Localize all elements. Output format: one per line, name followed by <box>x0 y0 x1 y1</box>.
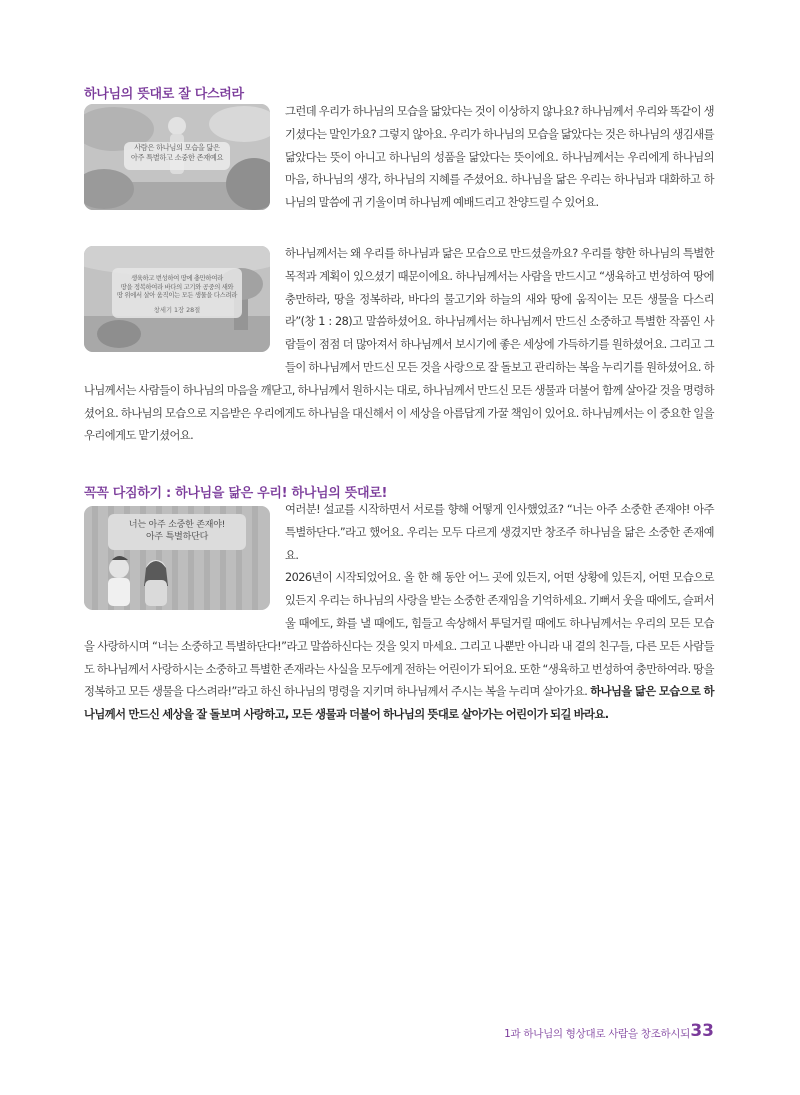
paragraph-4-bold-text: 하나님을 닮은 모습으로 하나님께서 만드신 세상을 잘 돌보며 사랑하고, 모든 생물과 더불어 하나님의 뜻대로 살아가는 어린이가 되길 바라요. <box>84 685 714 722</box>
image-spacer <box>84 243 285 357</box>
paragraph-3-text: 여러분! 설교를 시작하면서 서로를 향해 어떻게 인사했었죠? “너는 아주 소중한 존재야! 아주 특별하단다.”라고 했어요. 우리는 모두 다르게 생겼지만 창조주 하나님을 닮은 소중한 존재예요. <box>285 503 714 562</box>
image2-reference: 창세기 1장 28절 <box>153 307 201 314</box>
page-number: 33 <box>690 1021 714 1041</box>
paragraph-1 <box>84 101 714 215</box>
footer-chapter-title: 1과 하나님의 형상대로 사람을 창조하시되 <box>504 1028 690 1040</box>
image1-caption: 사람은 하나님의 모습을 닮은 아주 특별하고 소중한 존재예요 <box>130 143 224 162</box>
paragraph-2 <box>84 243 714 448</box>
section-heading-2: 꼭꼭 다짐하기 : 하나님을 닮은 우리! 하나님의 뜻대로! <box>84 486 388 501</box>
image-spacer <box>84 101 285 215</box>
section-heading-1: 하나님의 뜻대로 잘 다스려라 <box>84 87 244 102</box>
image-spacer <box>84 499 285 613</box>
paragraphs-section-2 <box>84 499 714 727</box>
paragraph-2-text: 하나님께서는 왜 우리를 하나님과 닮은 모습으로 만드셨을까요? 우리를 향한 하나님의 특별한 목적과 계획이 있으셨기 때문이에요. 하나님께서는 사람을 만드시고 “생육하고 번성하여 땅에 충만하라, 땅을 정복하라, 바다의 물고기와 하늘의 새와 땅에 움직이는 모든 생물을 다스리라”(창 1 : 28)고 말씀하셨어요. 하나님께서는 하나님께서 만드신 소중하고 특별한 작품인 사람들이 점점 더 많아져서 하나님께서 보시기에 좋은 세상에 가득하기를 원하셨어요. 그리고 그들이 하나님께서 만드신 모든 것을 사랑으로 잘 돌보고 관리하는 복을 누리기를 원하셨어요. 하나님께서는 사람들이 하나님의 마음을 깨닫고, 하나님께서 원하시는 대로, 하나님께서 만드신 모든 생물과 더불어 함께 살아갈 것을 명령하셨어요. 하나님의 모습으로 지음받은 우리에게도 하나님을 대신해서 이 세상을 아름답게 가꿀 책임이 있어요. 하나님께서는 이 중요한 일을 우리에게도 맡기셨어요. <box>84 247 714 443</box>
image2-caption: 생육하고 번성하여 땅에 충만하여라 땅을 정복하여라 바다의 고기와 공중의 새와 땅 위에서 살아 움직이는 모든 생물을 다스려라 <box>116 275 238 300</box>
image3-caption: 너는 아주 소중한 존재야! 아주 특별하단다 <box>128 520 226 542</box>
paragraph-1-text: 그런데 우리가 하나님의 모습을 닮았다는 것이 이상하지 않나요? 하나님께서 우리와 똑같이 생기셨다는 말인가요? 그렇지 않아요. 우리가 하나님의 모습을 닮았다는 것은 하나님의 생김새를 닮았다는 뜻이 아니고 하나님의 성품을 닮았다는 뜻이에요. 하나님께서는 우리에게 하나님의 마음, 하나님의 생각, 하나님의 지혜를 주셨어요. 하나님을 닮은 우리는 하나님과 대화하고 하나님의 말씀에 귀 기울이며 하나님께 예배드리고 찬양드릴 수 있어요. <box>285 105 714 210</box>
paragraph-4-text: 2026년이 시작되었어요. 올 한 해 동안 어느 곳에 있든지, 어떤 상황에 있든지, 어떤 모습으로 있든지 우리는 하나님의 사랑을 받는 소중한 존재임을 기억하세요. 기뻐서 웃을 때에도, 슬퍼서 울 때에도, 화를 낼 때에도, 힘들고 속상해서 투덜거릴 때에도 하나님께서는 우리의 모든 모습을 사랑하시며 “너는 소중하고 특별하단다!”라고 말씀하신다는 것을 잊지 마세요. 그리고 나뿐만 아니라 내 곁의 친구들, 다른 모든 사람들도 하나님께서 사랑하시는 소중하고 특별한 존재라는 사실을 모두에게 전하는 어린이가 되어요. 또한 “생육하고 번성하여 충만하여라. 땅을 정복하고 모든 생물을 다스려라!”라고 하신 하나님의 명령을 지키며 하나님께서 주시는 복을 누리며 살아가요. <box>84 571 714 699</box>
